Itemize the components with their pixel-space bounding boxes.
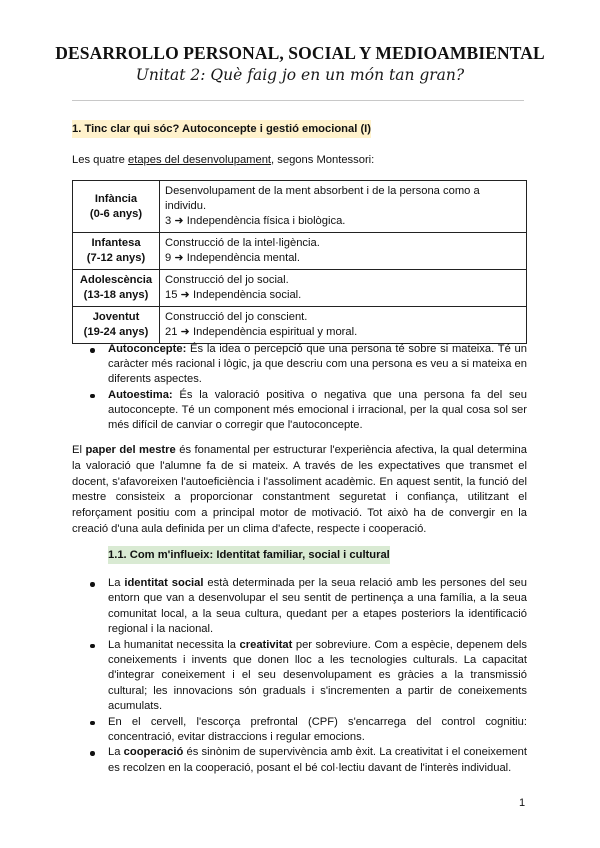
paragraph-prefix: El (72, 444, 86, 456)
unit-subtitle: Unitat 2: Què faig jo en un món tan gran? (135, 66, 465, 84)
stage-milestone: 3 ➜ Independència física i biològica. (165, 215, 346, 227)
table-row (73, 307, 527, 344)
teacher-paragraph (72, 443, 527, 538)
section-heading: 1. Tinc clar qui sóc? Autoconcepte i gestió emocional (I) (72, 120, 371, 138)
definitions-list (72, 342, 527, 433)
subsection-heading: 1.1. Com m'influeix: Identitat familiar, social i cultural (108, 546, 390, 564)
table-row (73, 270, 527, 307)
title-divider (72, 100, 524, 101)
stage-line: Desenvolupament de la ment absorbent i de la persona como a individu. (165, 185, 480, 212)
stage-milestone: 9 ➜ Independència mental. (165, 252, 301, 264)
list-item (72, 638, 527, 715)
intro-text (72, 152, 532, 168)
item-text: En el cervell, l'escorça prefrontal (CPF) s'encarrega del control cognitiu: concentració, evitar distraccions i regular emocions. (108, 715, 527, 744)
list-item (72, 715, 527, 746)
item-bold: cooperació (123, 746, 184, 759)
identity-list (72, 576, 527, 776)
stage-description (160, 233, 527, 270)
item-text: per sobreviure. Com a espècie, depenem dels coneixements i invents que donen lloc a les tecnologies culturals. La capacitat d'integrar coneixement i el seu desenvolupament es gràcies a la transmissió cultural; les innovacions són graduals i s'incrementen a partir de coneixements acumulats. (108, 638, 527, 713)
stage-ages: (0-6 anys) (89, 207, 143, 220)
item-prefix: La (108, 746, 124, 759)
stage-cell (73, 233, 160, 270)
stage-name: Adolescència (79, 274, 153, 286)
list-item (72, 342, 527, 388)
stage-name: Infància (94, 192, 138, 205)
list-item (72, 576, 527, 638)
table-row (73, 233, 527, 270)
stage-milestone: 15 ➜ Independència social. (165, 289, 302, 301)
definition-text: És la valoració positiva o negativa que una persona fa del seu autoconcepte. Té un component més emocional i irracional, per la qual cosa sol ser més difícil de canviar o corregir que l'autoconcepte. (108, 388, 527, 432)
definition-term: Autoestima: (108, 388, 173, 401)
stage-ages: (7-12 anys) (86, 252, 146, 264)
item-bold: creativitat (239, 638, 293, 651)
stages-table (72, 180, 527, 344)
paragraph-text: és fonamental per estructurar l'experiència afectiva, la qual determina la valoració que l'alumne fa de si mateix. A través de les expectatives que transmet el docent, s'afavoreixen l'autoeficiència i l'assoliment acadèmic. En aquest sentit, la funció del mestre consisteix a proporcionar constantment seguretat i confiança, utilitzant el reforçament positiu com a principal motor de motivació. Tot això ha de convergir en la creació d'una aula definida per un clima d'afecte, respecte i cooperació. (72, 444, 527, 535)
page-number: 1 (519, 797, 526, 809)
intro-underlined: etapes del desenvolupament (127, 154, 272, 166)
intro-prefix: Les quatre (72, 154, 128, 166)
document-title: DESARROLLO PERSONAL, SOCIAL Y MEDIOAMBIENTAL (55, 43, 545, 63)
stage-line: Construcció de la intel·ligència. (165, 237, 320, 249)
stage-description (160, 181, 527, 233)
stage-line: Construcció del jo conscient. (165, 311, 308, 323)
paragraph-bold: paper del mestre (85, 444, 176, 456)
stage-name: Joventut (92, 311, 140, 323)
stage-line: Construcció del jo social. (165, 274, 289, 286)
stage-cell (73, 270, 160, 307)
stage-ages: (19-24 anys) (83, 326, 149, 338)
table-row (73, 181, 527, 233)
list-item (72, 388, 527, 434)
item-prefix: La (108, 577, 125, 589)
stage-ages: (13-18 anys) (83, 289, 149, 301)
item-text: està determinada per la seua relació amb les persones del seu entorn que van a desenvolupar el seu sentit de pertinença a una família, a la seua comunitat local, a la seua cultura, quedant per a etapes posteriors la identificació regional i la nacional. (108, 577, 527, 636)
stage-description (160, 270, 527, 307)
definition-term: Autoconcepte: (108, 343, 187, 355)
item-text: és sinònim de supervivència amb èxit. La creativitat i el coneixement es recolzen en la cooperació, posant el bé col·lectiu davant de l'interès individual. (108, 746, 527, 774)
list-item (72, 745, 527, 776)
stage-milestone: 21 ➜ Independència espiritual y moral. (165, 326, 358, 338)
item-bold: identitat social (124, 577, 204, 589)
intro-suffix: , segons Montessori: (271, 154, 375, 166)
item-prefix: La humanitat necessita la (108, 638, 240, 651)
definition-text: És la idea o percepció que una persona té sobre si mateixa. Té un caràcter més racional i lògic, ja que descriu com una persona es veu a si mateixa en diferents aspectes. (108, 343, 527, 386)
stage-cell (73, 307, 160, 344)
stage-description (160, 307, 527, 344)
stage-cell (73, 181, 160, 233)
stage-name: Infantesa (91, 237, 141, 249)
